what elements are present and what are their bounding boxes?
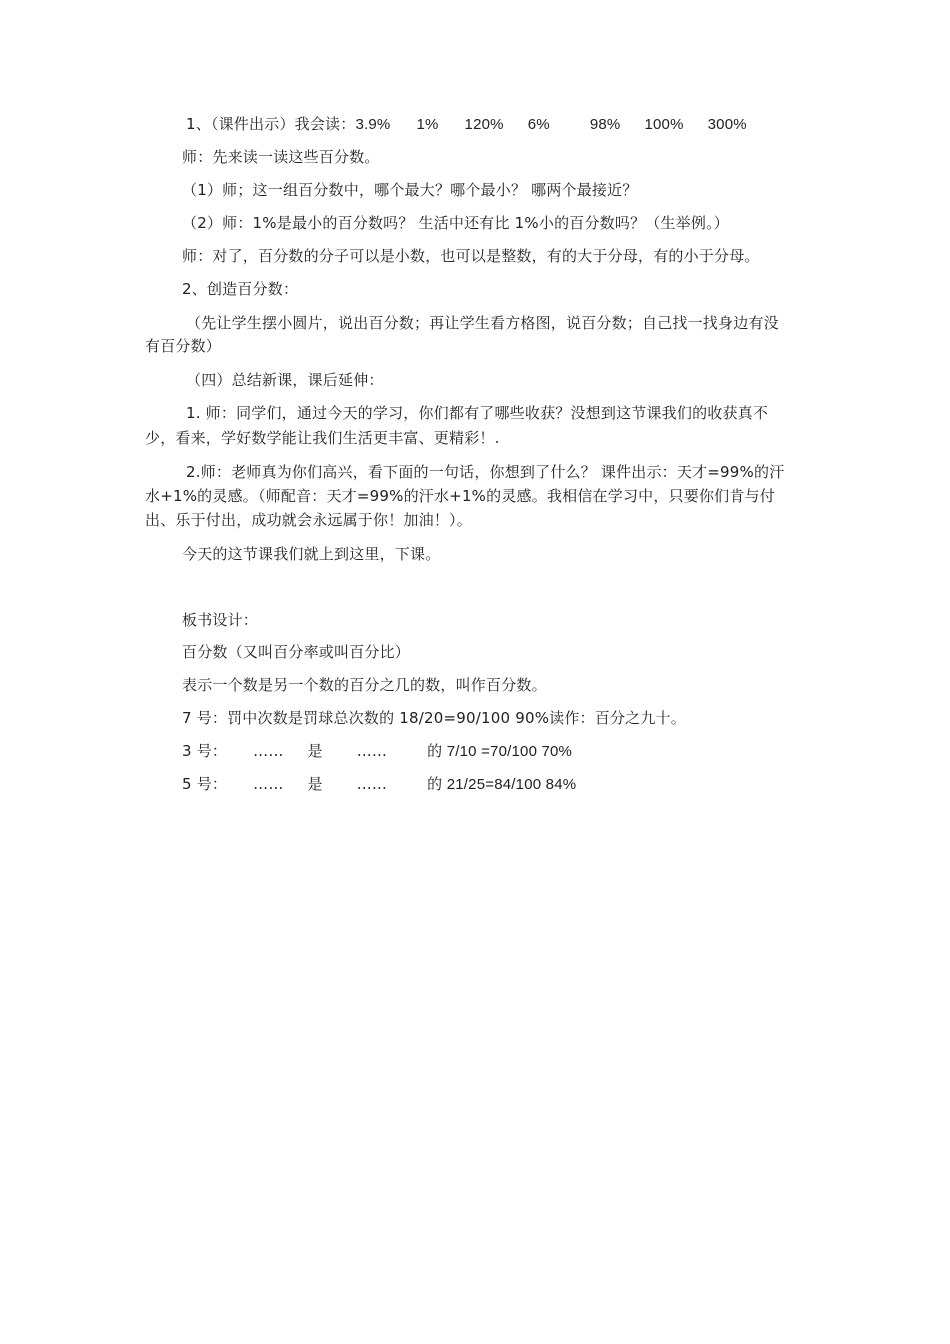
- percent-value: 1%: [416, 116, 439, 133]
- intro-prefix: 1、（课件出示）我会读：: [186, 115, 356, 133]
- summary-point-2-line-3: 出、乐于付出，成功就会永远属于你！加油！）。: [145, 511, 472, 529]
- row-connector: 是: [307, 742, 323, 760]
- row-ellipsis: ……: [356, 775, 388, 793]
- board-row-3: [182, 741, 572, 762]
- percent-value: 3.9%: [355, 116, 391, 133]
- row-result: 的 7/10 =70/100 70%: [427, 743, 573, 760]
- row-label: 5 号：: [182, 775, 228, 793]
- board-definition: 表示一个数是另一个数的百分之几的数，叫作百分数。: [182, 676, 547, 694]
- board-row-7: 7 号：罚中次数是罚球总次数的 18/20=90/100 90%读作：百分之九十。: [182, 709, 686, 727]
- summary-point-1-line-1: 1. 师：同学们，通过今天的学习，你们都有了哪些收获？没想到这节课我们的收获真不: [186, 404, 769, 422]
- summary-heading: （四）总结新课，课后延伸：: [186, 371, 384, 389]
- percent-value: 100%: [644, 116, 684, 133]
- paragraph-question-1: （1）师；这一组百分数中，哪个最大？哪个最小？ 哪两个最接近？: [182, 181, 638, 199]
- percent-value: 120%: [464, 116, 504, 133]
- row-ellipsis: ……: [253, 775, 284, 793]
- board-title: 板书设计：: [182, 611, 259, 629]
- row-ellipsis: ……: [253, 742, 284, 760]
- paragraph-create-detail-2: 有百分数）: [145, 337, 222, 355]
- paragraph-explanation: 师：对了，百分数的分子可以是小数，也可以是整数，有的大于分母，有的小于分母。: [182, 247, 760, 265]
- paragraph-create-detail-1: （先让学生摆小圆片，说出百分数；再让学生看方格图，说百分数；自己找一找身边有没: [186, 314, 779, 332]
- row-ellipsis: ……: [356, 742, 388, 760]
- paragraph-question-2: （2）师：1%是最小的百分数吗？ 生活中还有比 1%小的百分数吗？（生举例。）: [182, 214, 729, 232]
- paragraph-read: 师：先来读一读这些百分数。: [182, 148, 380, 166]
- paragraph-create-heading: 2、创造百分数：: [182, 280, 299, 298]
- summary-point-2-line-1: 2.师：老师真为你们高兴，看下面的一句话，你想到了什么？ 课件出示：天才=99%的汗: [186, 463, 785, 481]
- row-result: 的 21/25=84/100 84%: [427, 776, 577, 793]
- percent-value: 300%: [707, 116, 747, 133]
- summary-point-1-line-2: 少，看来，学好数学能让我们生活更丰富、更精彩！.: [145, 429, 500, 447]
- summary-point-2-line-2: 水+1%的灵感。（师配音：天才=99%的汗水+1%的灵感。我相信在学习中，只要你们肯与付: [145, 487, 775, 505]
- closing-line: 今天的这节课我们就上到这里，下课。: [182, 545, 441, 563]
- intro-line: [186, 114, 747, 135]
- board-heading: 百分数（又叫百分率或叫百分比）: [182, 643, 411, 661]
- percent-value: 6%: [527, 116, 550, 133]
- board-row-5: [182, 774, 576, 795]
- row-label: 3 号：: [182, 742, 228, 760]
- row-connector: 是: [307, 775, 323, 793]
- percent-value: 98%: [589, 116, 621, 133]
